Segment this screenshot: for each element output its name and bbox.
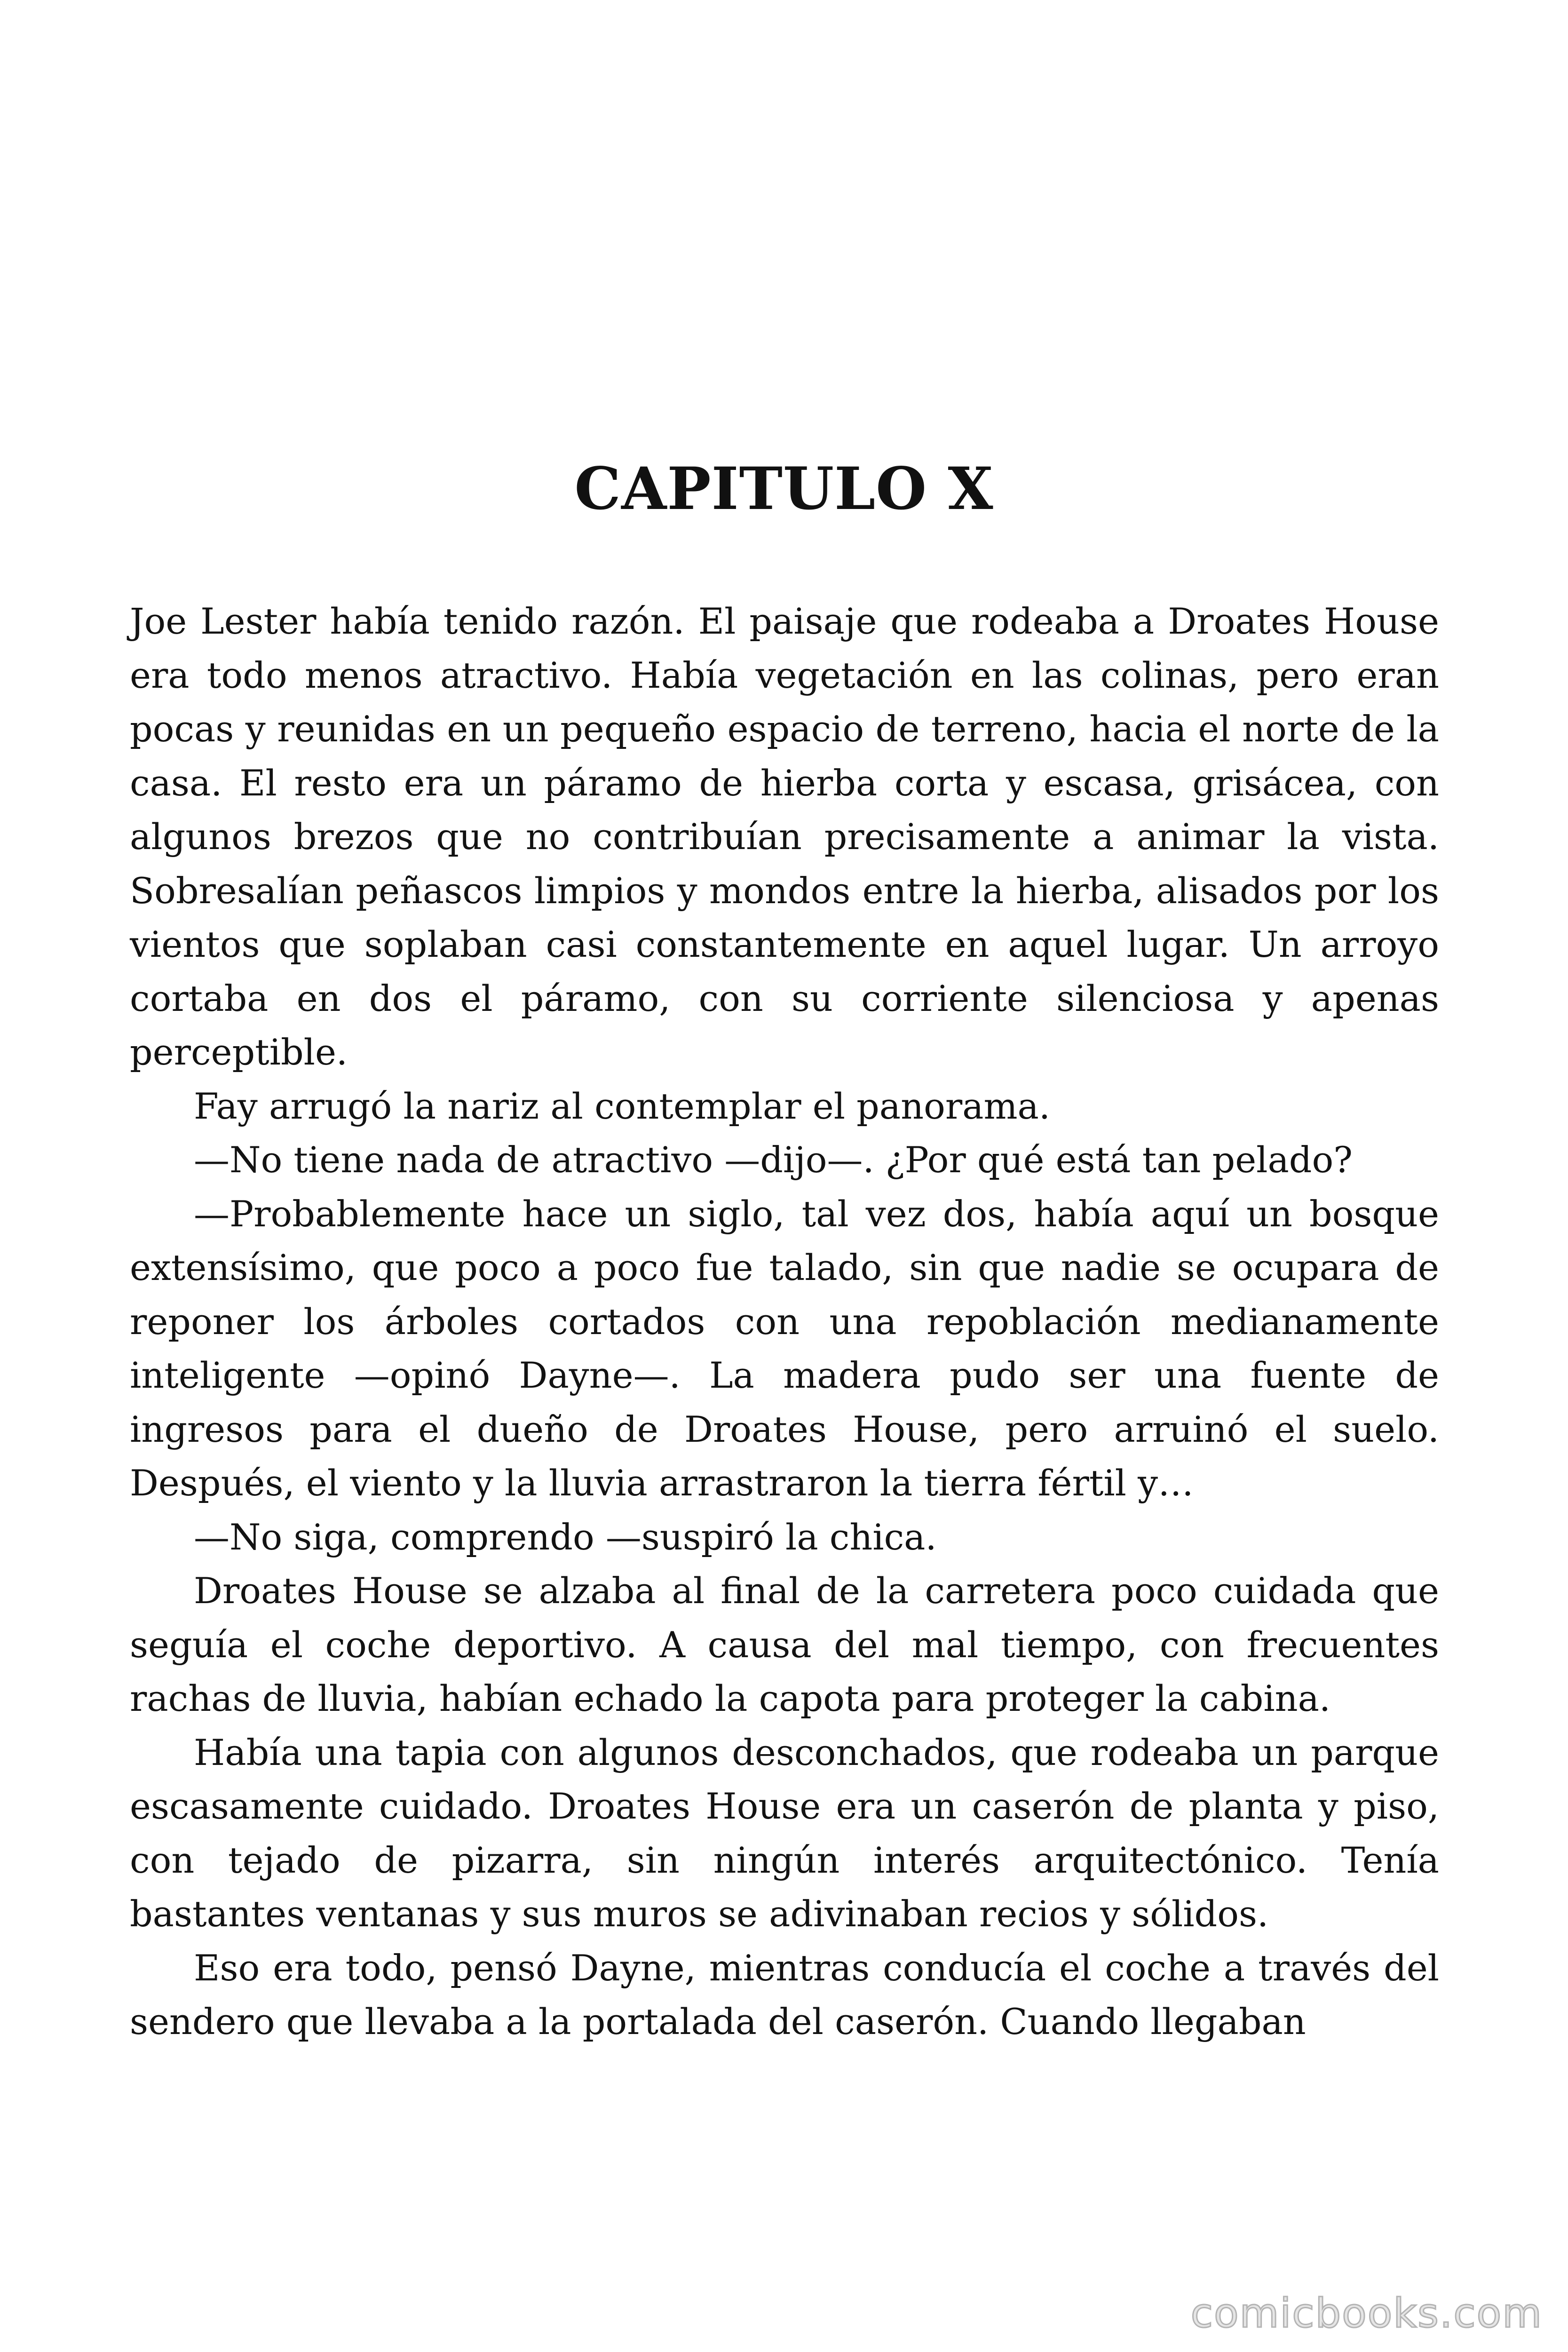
paragraph: —No siga, comprendo —suspiró la chica. <box>194 1516 937 1558</box>
paragraph: Había una tapia con algunos desconchados, que rodeaba un parque escasamente cuidado. Droates House era un caserón de planta y piso, con tejado de pizarra, sin ningún interés arquitectónico. Tenía bastantes ventanas y sus muros se adivinaban recios y sólidos. <box>130 1731 1439 1935</box>
body-text <box>130 595 1439 2049</box>
paragraph: Joe Lester había tenido razón. El paisaje que rodeaba a Droates House era todo menos atractivo. Había vegetación en las colinas, pero eran pocas y reunidas en un pequeño espacio de terreno, hacia el norte de la casa. El resto era un páramo de hierba corta y escasa, grisácea, con algunos brezos que no contribuían precisamente a animar la vista. Sobresalían peñascos limpios y mondos entre la hierba, alisados por los vientos que soplaban casi constantemente en aquel lugar. Un arroyo cortaba en dos el páramo, con su corriente silenciosa y apenas perceptible. <box>130 600 1439 1073</box>
paragraph: —Probablemente hace un siglo, tal vez dos, había aquí un bosque extensísimo, que poco a poco fue talado, sin que nadie se ocupara de reponer los árboles cortados con una repoblación medianamente inteligente —opinó Dayne—. La madera pudo ser una fuente de ingresos para el dueño de Droates House, pero arruinó el suelo. Después, el viento y la lluvia arrastraron la tierra fértil y… <box>130 1192 1439 1504</box>
paragraph: Droates House se alzaba al final de la carretera poco cuidada que seguía el coche deportivo. A causa del mal tiempo, con frecuentes rachas de lluvia, habían echado la capota para proteger la cabina. <box>130 1570 1439 1719</box>
watermark: comicbooks.com <box>1190 2290 1543 2337</box>
paragraph: Eso era todo, pensó Dayne, mientras conducía el coche a través del sendero que llevaba a la portalada del caserón. Cuando llegaban <box>130 1947 1439 2042</box>
paragraph: Fay arrugó la nariz al contemplar el panorama. <box>194 1085 1050 1127</box>
paragraph: —No tiene nada de atractivo —dijo—. ¿Por qué está tan pelado? <box>194 1139 1353 1181</box>
chapter-title: CAPITULO X <box>574 455 994 523</box>
